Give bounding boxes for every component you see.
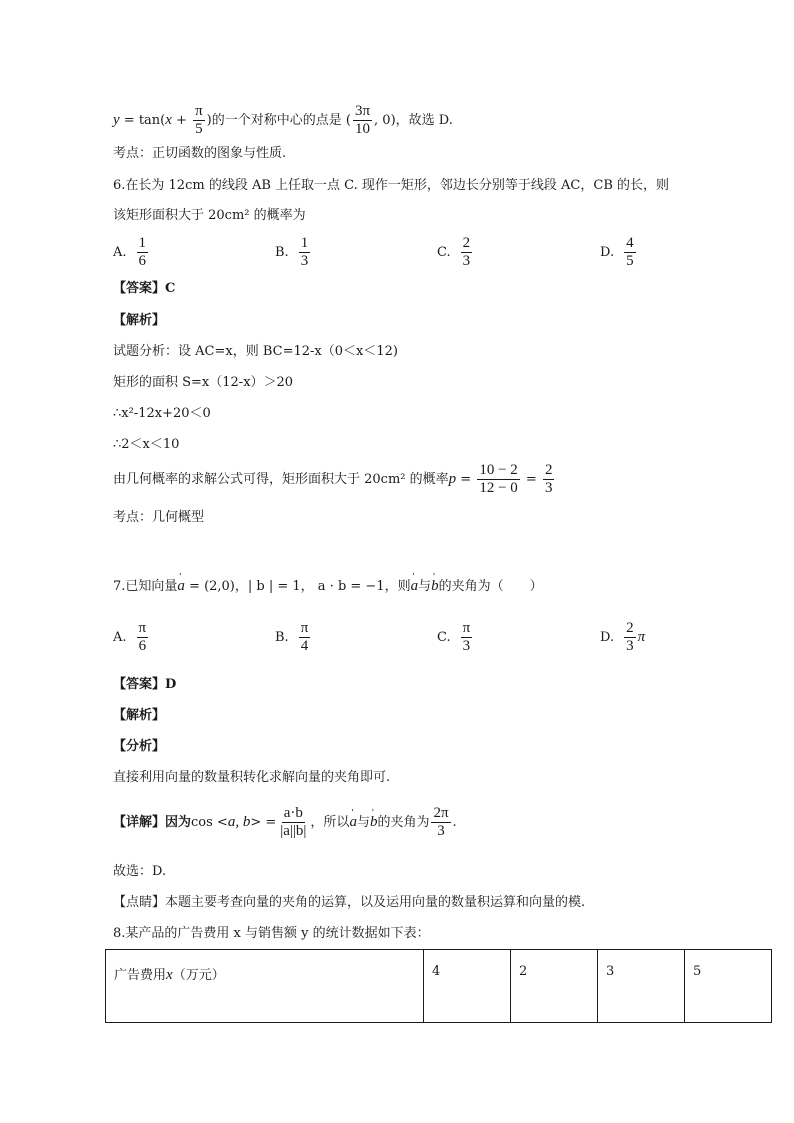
- q7-yu: 与: [418, 579, 432, 594]
- q6-stem-line2: 该矩形面积大于 20cm² 的概率为: [113, 208, 306, 223]
- q7-cos: cos <: [191, 815, 228, 830]
- prev-answer-line: [113, 103, 453, 138]
- q7-option-a-fraction: $\frac{\pi}{6}$: [138, 620, 147, 654]
- q8-data-table: [105, 949, 772, 1023]
- q6-step5: [113, 462, 556, 497]
- q7-fenxi-text: 直接利用向量的数量积转化求解向量的夹角即可.: [113, 770, 391, 785]
- probability-result: $\frac{2}{3}$: [544, 462, 553, 496]
- table-cell: 4: [424, 950, 511, 1023]
- choose-d: ，故选 D.: [395, 113, 453, 128]
- vector-a-3: ' a: [349, 814, 357, 830]
- q7-option-b: B. $\frac{\pi}{4}$: [275, 620, 309, 654]
- q7-jiexi-heading: 【解析】: [113, 708, 166, 723]
- q7-tail: 的夹角为（ ）: [438, 579, 543, 594]
- q7-option-d-fraction: $\frac{2}{3}$: [626, 620, 634, 654]
- table-row: [106, 950, 772, 1023]
- q6-option-a: A. $\frac{1}{6}$: [113, 235, 147, 269]
- q6-kaodian: 考点：几何概型: [113, 510, 205, 525]
- q8-intro: 8.某产品的广告费用 x 与销售额 y 的统计数据如下表：: [113, 926, 430, 941]
- q7-detail: [113, 805, 457, 840]
- q6-step5-text: 由几何概率的求解公式可得，矩形面积大于 20cm² 的概率: [113, 472, 449, 487]
- q6-answer: 【答案】C: [113, 281, 176, 296]
- table-cell: 2: [511, 950, 598, 1023]
- vector-a: ' a: [177, 578, 185, 594]
- q7-guxuan: 故选：D.: [113, 864, 167, 879]
- q7-dot: a · b = −1，: [313, 579, 398, 594]
- eq-sign-2: =: [521, 472, 541, 487]
- q7-mid: 则: [397, 579, 411, 594]
- var-p: p: [448, 471, 457, 487]
- q7-abs-b: | b | = 1，: [247, 579, 314, 594]
- q7-ab: a, b: [227, 814, 251, 830]
- q7-option-d: D. $\frac{2}{3}$ π: [600, 620, 646, 654]
- q6-step2: 矩形的面积 S=x（12-x）＞20: [113, 375, 294, 390]
- q6-step4: ∴2＜x＜10: [113, 437, 180, 452]
- q6-option-a-fraction: $\frac{1}{6}$: [138, 235, 147, 269]
- q6-option-d: D. $\frac{4}{5}$: [600, 235, 634, 269]
- q7-so: ，所以: [310, 815, 350, 830]
- prev-kaodian: 考点：正切函数的图象与性质.: [113, 146, 287, 161]
- q7-stem-pre: 7.已知向量: [113, 579, 178, 594]
- q7-option-c: C. $\frac{\pi}{3}$: [437, 620, 471, 654]
- q6-option-c-fraction: $\frac{2}{3}$: [462, 235, 471, 269]
- q7-fenxi-heading: 【分析】: [113, 739, 166, 754]
- vector-a-2: ' a: [411, 578, 419, 594]
- var-x-label: x: [166, 967, 173, 983]
- q6-stem-line1: 6.在长为 12cm 的线段 AB 上任取一点 C. 现作一矩形，邻边长分别等于线段 AC，CB 的长，则: [113, 178, 670, 193]
- q6-option-b-fraction: $\frac{1}{3}$: [300, 235, 309, 269]
- q7-a-value: = (2,0)，: [184, 579, 248, 594]
- tan-eq: = tan(: [119, 113, 166, 128]
- center-fraction: $\frac{3\pi}{10}$: [354, 103, 371, 137]
- pi-over-5: $\frac{\pi}{5}$: [195, 103, 203, 137]
- q6-step3: ∴x²-12x+20＜0: [113, 406, 211, 421]
- q7-detail-pre: 【详解】因为: [113, 815, 192, 830]
- angle-fraction: $\frac{2\pi}{3}$: [433, 805, 449, 839]
- center-text: 的一个对称中心的点是 (: [211, 113, 351, 128]
- table-cell: 3: [598, 950, 685, 1023]
- q6-option-d-fraction: $\frac{4}{5}$: [626, 235, 634, 269]
- table-cell: 5: [685, 950, 772, 1023]
- q7-stem: [113, 577, 543, 596]
- tan-close: ): [206, 113, 212, 128]
- q7-option-c-fraction: $\frac{\pi}{3}$: [462, 620, 471, 654]
- q7-answer: 【答案】D: [113, 677, 177, 692]
- q7-jiajiao: 的夹角为: [377, 815, 430, 830]
- cos-fraction: $\frac{a\cdot b}{|a||b|}$: [280, 805, 307, 839]
- q6-step1: 试题分析：设 AC=x，则 BC=12-x（0＜x＜12): [113, 344, 398, 359]
- center-comma: , 0): [374, 113, 396, 128]
- q7-option-b-fraction: $\frac{\pi}{4}$: [300, 620, 309, 654]
- q6-option-c: C. $\frac{2}{3}$: [437, 235, 471, 269]
- q7-dianjing: 【点睛】本题主要考查向量的夹角的运算，以及运用向量的数量积运算和向量的模.: [113, 895, 586, 910]
- vector-b: ' b: [431, 578, 439, 594]
- q7-gt: > =: [250, 815, 277, 830]
- q7-period: .: [452, 815, 457, 830]
- q7-option-d-pi: π: [637, 629, 646, 645]
- q6-option-b: B. $\frac{1}{3}$: [275, 235, 309, 269]
- probability-fraction: $\frac{10 - 2}{12 - 0}$: [479, 462, 518, 496]
- var-y: y: [113, 112, 120, 128]
- q7-yu2: 与: [356, 815, 370, 830]
- var-x: x: [165, 112, 172, 128]
- vector-b-2: ' b: [370, 814, 378, 830]
- eq-sign-1: =: [456, 472, 476, 487]
- q7-option-a: A. $\frac{\pi}{6}$: [113, 620, 147, 654]
- q6-jiexi-heading: 【解析】: [113, 313, 166, 328]
- row-label-cell: 广告费用x（万元）: [106, 950, 424, 1023]
- plus: +: [171, 113, 192, 128]
